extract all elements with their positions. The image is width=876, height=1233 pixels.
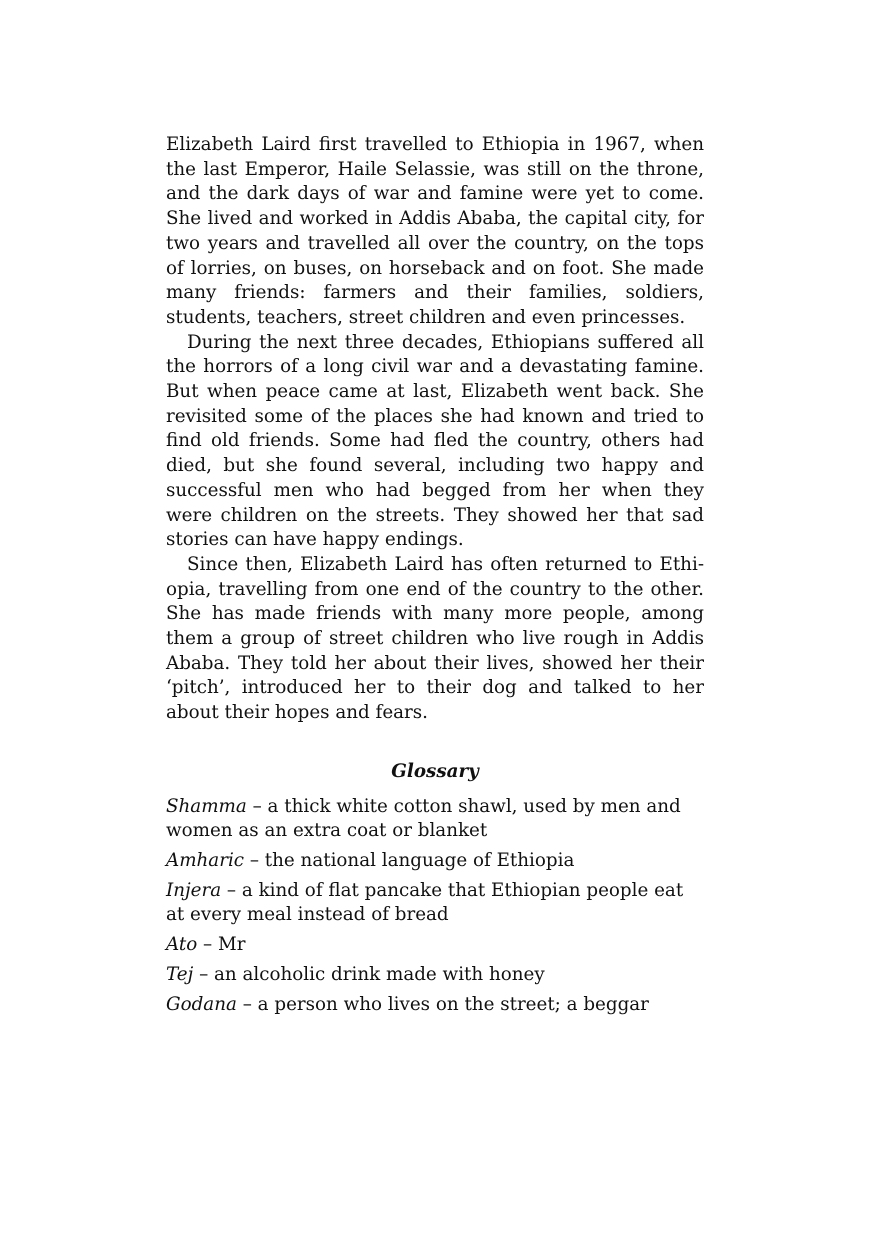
glossary-definition: – a person who lives on the street; a beggar bbox=[236, 993, 649, 1015]
glossary-term: Ato bbox=[166, 934, 198, 956]
glossary-definition: – an alcoholic drink made with honey bbox=[193, 963, 545, 985]
glossary-entry-ato bbox=[166, 933, 704, 958]
glossary-title: Glossary bbox=[391, 760, 479, 782]
glossary-term: Tej bbox=[166, 963, 194, 985]
author-bio-paragraph-3: Since then, Elizabeth Laird has often returned to Ethiopia, travelling from one end of the country to the other. She has made friends with many more people, among them a group of street children who live rough in Addis Ababa. They told her about their lives, showed her their ‘pitch’, introduced her to their dog and talked to her about their hopes and fears. bbox=[166, 553, 704, 724]
glossary-term: Amharic bbox=[166, 849, 245, 871]
glossary-entry-amharic bbox=[166, 849, 704, 874]
glossary-definition: – Mr bbox=[197, 934, 246, 956]
glossary-definition: – a thick white cotton shawl, used by men and women as an extra coat or blanket bbox=[166, 795, 681, 842]
glossary-list bbox=[166, 795, 704, 1018]
glossary-definition: – the national language of Ethiopia bbox=[244, 849, 575, 871]
glossary-entry-tej bbox=[166, 963, 704, 988]
author-bio-paragraph-2: During the next three decades, Ethiopians suffered all the horrors of a long civil war and a devastating famine. But when peace came at last, Elizabeth went back. She revisited some of the places she had known and tried to find old friends. Some had fled the country, others had died, but she found several, including two happy and successful men who had begged from her when they were children on the streets. They showed her that sad stories can have happy endings. bbox=[166, 331, 704, 551]
glossary-term: Shamma bbox=[166, 795, 247, 817]
glossary-entry-injera bbox=[166, 879, 704, 928]
glossary-term: Injera bbox=[166, 879, 222, 901]
glossary-definition: – a kind of flat pancake that Ethiopian people eat at every meal instead of bread bbox=[166, 879, 684, 926]
author-bio-paragraph-1: Elizabeth Laird first travelled to Ethiopia in 1967, when the last Emperor, Haile Selassie, was still on the throne, and the dark days of war and famine were yet to come. She lived and worked in Addis Ababa, the capital city, for two years and travelled all over the country, on the tops of lorries, on buses, on horseback and on foot. She made many friends: farmers and their families, soldiers, students, teachers, street children and even princesses. bbox=[166, 134, 704, 328]
glossary-term: Godana bbox=[166, 993, 237, 1015]
glossary-entry-godana bbox=[166, 993, 704, 1018]
glossary-entry-shamma bbox=[166, 795, 704, 844]
book-page bbox=[166, 0, 704, 1233]
